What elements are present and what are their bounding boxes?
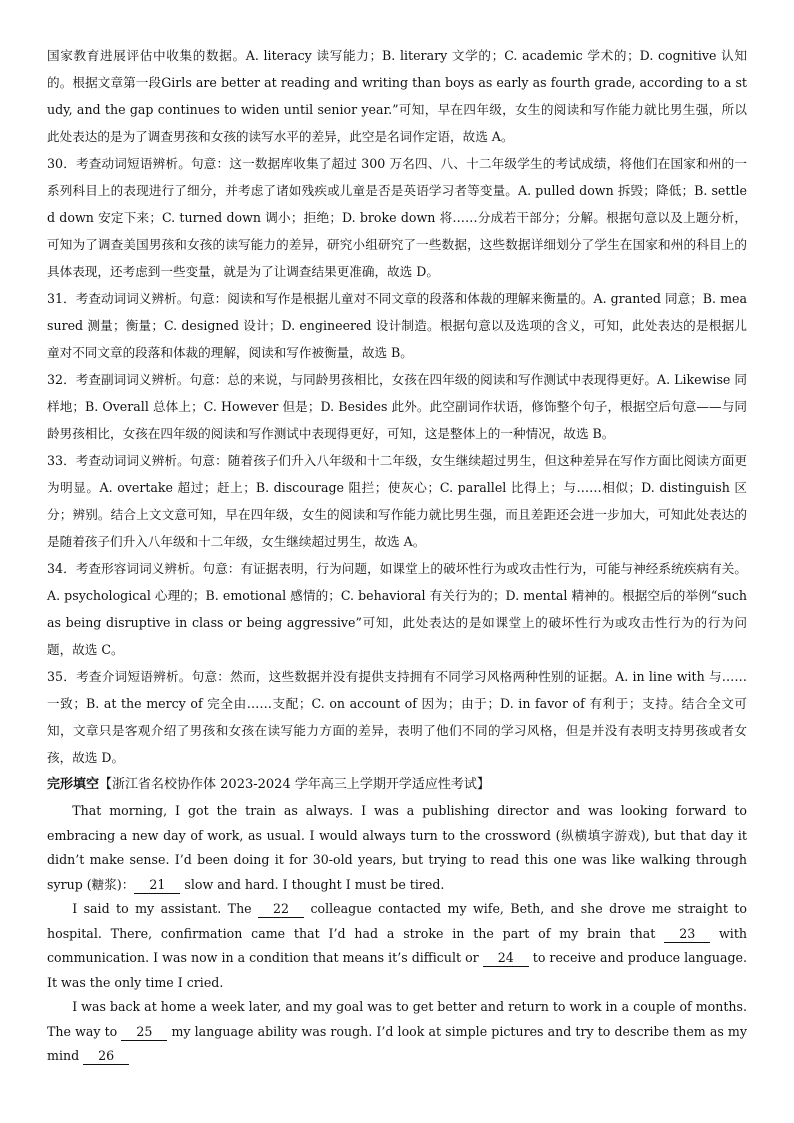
section-source: 【浙江省名校协作体 2023-2024 学年高三上学期开学适应性考试】 <box>99 777 490 792</box>
cloze-passage <box>47 799 747 1069</box>
explanation-paragraph-intro: 国家教育进展评估中收集的数据。A. literacy 读写能力；B. literary 文学的；C. academic 学术的；D. cognitive 认知的。根据文章第一段Girls are better at reading and writing than boys as early as fourth grade, according to a study, and the gap continues to widen until senior year.”可知，早在四年级，女生的阅读和写作能力就比男生强，所以此处表达的是为了调查男孩和女孩的读写水平的差异，此空是名词作定语，故选 A。 <box>47 48 747 144</box>
blank-23: 23 <box>664 926 710 943</box>
explanation-35: 35．考查介词短语辨析。句意：然而，这些数据并没有提供支持拥有不同学习风格两种性别的证据。A. in line with 与……一致；B. at the mercy of 完全由……支配；C. on account of 因为；由于；D. in favor of 有利于；支持。结合全文可知，文章只是客观介绍了男孩和女孩在读写能力方面的差异，表明了他们不同的学习风格，但是并没有表明支持男孩或者女孩，故选 D。 <box>47 669 747 765</box>
explanation-33: 33．考查动词词义辨析。句意：随着孩子们升入八年级和十二年级，女生继续超过男生，但这种差异在写作方面比阅读方面更为明显。A. overtake 超过；赶上；B. discourage 阻拦；使灰心；C. parallel 比得上；与……相似；D. distinguish 区分；辨别。结合上文文意可知，早在四年级，女生的阅读和写作能力就比男生强，而且差距还会进一步加大，可知此处表达的是随着孩子们升入八年级和十二年级，女生继续超过男生，故选 A。 <box>47 453 747 549</box>
explanation-31: 31．考查动词词义辨析。句意：阅读和写作是根据儿童对不同文章的段落和体裁的理解来衡量的。A. granted 同意；B. measured 测量；衡量；C. designed 设计；D. engineered 设计制造。根据句意以及选项的含义，可知，此处表达的是根据儿童对不同文章的段落和体裁的理解，阅读和写作被衡量，故选 B。 <box>47 291 747 360</box>
passage-paragraph-3: I was back at home a week later, and my goal was to get better and return to work in a couple of months. The way to 25 my language ability was rough. I’d look at simple pictures and try to describe them as my mind 26 <box>47 999 747 1063</box>
blank-21: 21 <box>134 877 180 894</box>
explanation-30: 30．考查动词短语辨析。句意：这一数据库收集了超过 300 万名四、八、十二年级学生的考试成绩，将他们在国家和州的一系列科目上的表现进行了细分，并考虑了诸如残疾或儿童是否是英语学习者等变量。A. pulled down 拆毁；降低；B. settled down 安定下来；C. turned down 调小；拒绝；D. broke down 将……分成若干部分；分解。根据句意以及上题分析，可知为了调查美国男孩和女孩的读写能力的差异，研究小组研究了一些数据，这些数据详细划分了学生在国家和州的科目上的具体表现，还考虑到一些变量，就是为了让调查结果更准确，故选 D。 <box>47 156 747 279</box>
blank-26: 26 <box>83 1048 129 1065</box>
answer-explanations <box>47 42 747 771</box>
blank-22: 22 <box>258 901 304 918</box>
section-label: 完形填空 <box>47 777 100 792</box>
section-header <box>47 771 747 799</box>
document-page <box>47 42 747 1069</box>
passage-paragraph-1: That morning, I got the train as always. I was a publishing director and was looking forward to embracing a new day of work, as usual. I would always turn to the crossword (纵横填字游戏), but that day it didn’t make sense. I’d been doing it for 30-old years, but trying to read this one was like walking through syrup (糖浆)： 21 slow and hard. I thought I must be tired. <box>47 803 747 892</box>
blank-24: 24 <box>483 950 529 967</box>
blank-25: 25 <box>121 1024 167 1041</box>
passage-paragraph-2: I said to my assistant. The 22 colleague contacted my wife, Beth, and she drove me straight to hospital. There, confirmation came that I’d had a stroke in the part of my brain that 23 with communication. I was now in a condition that means it’s difficult or 24 to receive and produce language. It was the only time I cried. <box>47 901 748 990</box>
explanation-32: 32．考查副词词义辨析。句意：总的来说，与同龄男孩相比，女孩在四年级的阅读和写作测试中表现得更好。A. Likewise 同样地；B. Overall 总体上；C. However 但是；D. Besides 此外。此空副词作状语，修饰整个句子，根据空后句意——与同龄男孩相比，女孩在四年级的阅读和写作测试中表现得更好，可知，这是整体上的一种情况，故选 B。 <box>47 372 747 441</box>
explanation-34: 34．考查形容词词义辨析。句意：有证据表明，行为问题，如课堂上的破坏性行为或攻击性行为，可能与神经系统疾病有关。A. psychological 心理的；B. emotional 感情的；C. behavioral 有关行为的；D. mental 精神的。根据空后的举例“such as being disruptive in class or being aggressive”可知，此处表达的是如课堂上的破坏性行为或攻击性行为的行为问题，故选 C。 <box>47 561 747 657</box>
